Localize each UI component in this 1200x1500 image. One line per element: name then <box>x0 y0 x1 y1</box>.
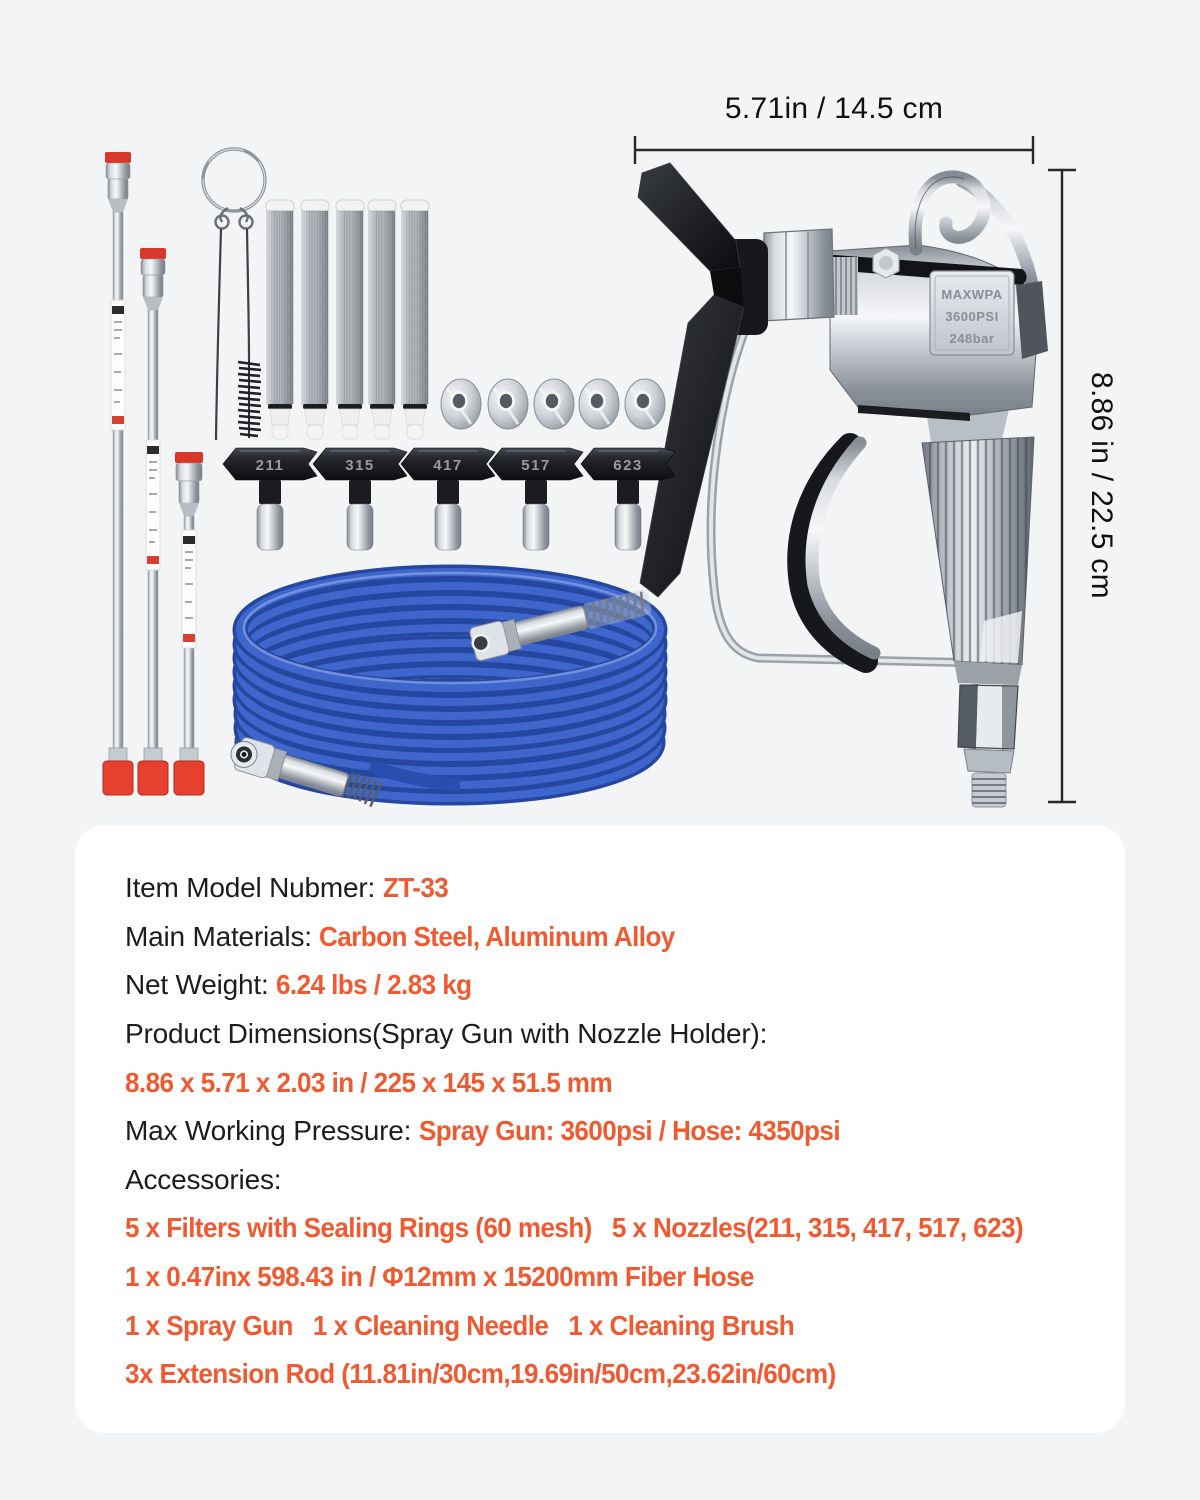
spec-label: Net Weight: <box>125 969 277 1001</box>
spec-value: Spray Gun: 3600psi / Hose: 4350psi <box>418 1115 840 1147</box>
nozzles-image <box>213 438 691 568</box>
spec-value: ZT-33 <box>382 872 448 904</box>
nozzle-number: 315 <box>345 457 375 474</box>
spec-row <box>125 913 1085 962</box>
spec-row <box>125 1204 1085 1253</box>
spec-value: 3x Extension Rod (11.81in/30cm,19.69in/50cm,23.62in/60cm) <box>125 1358 836 1390</box>
spec-value: 8.86 x 5.71 x 2.03 in / 225 x 145 x 51.5 mm <box>125 1066 613 1098</box>
spec-row <box>125 1107 1085 1156</box>
spec-label: Item Model Nubmer: <box>125 872 383 904</box>
spec-row <box>125 1253 1085 1302</box>
spec-value: 1 x Spray Gun 1 x Cleaning Needle 1 x Cleaning Brush <box>125 1309 795 1341</box>
spec-row <box>125 1058 1085 1107</box>
nozzle-number: 517 <box>521 457 551 474</box>
spec-row <box>125 1010 1085 1059</box>
spec-value: 1 x 0.47inx 598.43 in / Φ12mm x 15200mm Fiber Hose <box>125 1261 754 1293</box>
nozzle-number: 623 <box>613 457 643 474</box>
hose-image <box>205 550 705 815</box>
gun-plate-line: 248bar <box>949 331 995 346</box>
width-dimension-label: 5.71in / 14.5 cm <box>724 92 944 125</box>
spec-value: Carbon Steel, Aluminum Alloy <box>319 920 676 952</box>
gun-plate-line: 3600PSI <box>945 309 999 324</box>
spec-label: Product Dimensions(Spray Gun with Nozzle Holder): <box>125 1018 768 1050</box>
spec-row <box>125 1301 1085 1350</box>
spec-row <box>125 864 1085 913</box>
spec-label: Accessories: <box>125 1163 282 1195</box>
spec-row <box>125 961 1085 1010</box>
nozzle-number: 417 <box>433 457 463 474</box>
spec-label: Max Working Pressure: <box>125 1115 419 1147</box>
spec-row <box>125 1156 1085 1205</box>
filters-image <box>258 198 430 445</box>
spec-row <box>125 1350 1085 1399</box>
height-dimension-label: 8.86 in / 22.5 cm <box>1085 371 1118 599</box>
spec-card <box>75 825 1125 1433</box>
spec-value: 5 x Filters with Sealing Rings (60 mesh) 5 x Nozzles(211, 315, 417, 517, 623) <box>125 1212 1024 1244</box>
spec-label: Main Materials: <box>125 920 320 952</box>
spec-value: 6.24 lbs / 2.83 kg <box>276 969 472 1001</box>
gun-plate-line: MAXWPA <box>941 287 1003 302</box>
nozzle-number: 211 <box>255 457 285 474</box>
sealing-rings-image <box>433 374 681 436</box>
